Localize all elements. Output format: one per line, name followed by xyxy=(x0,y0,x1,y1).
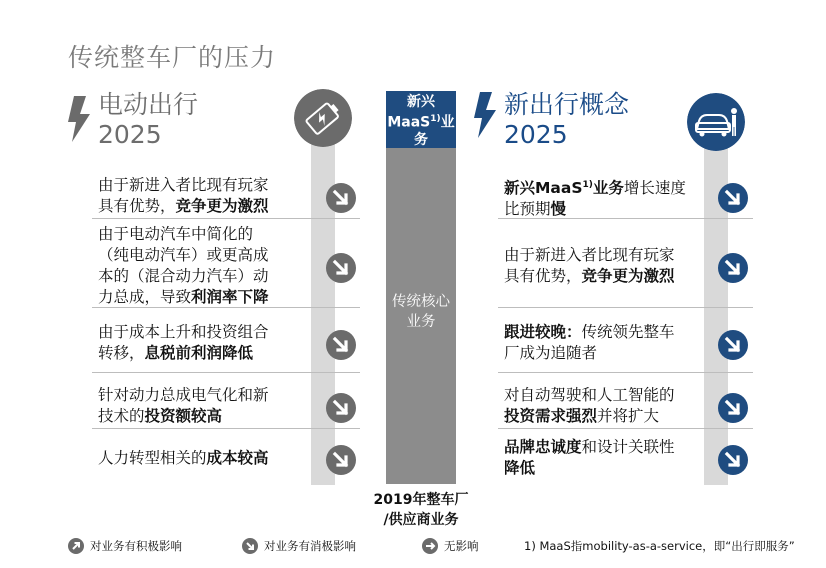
impact-text-bold: 1) xyxy=(582,179,593,190)
legend-neutral-label: 无影响 xyxy=(444,539,479,553)
impact-text-line xyxy=(504,343,704,364)
negative-impact-icon xyxy=(326,253,356,283)
right-impact-text xyxy=(504,385,704,427)
impact-text-line xyxy=(504,175,704,199)
impact-text-bold: 慢 xyxy=(550,199,567,218)
legend-negative-label: 对业务有消极影响 xyxy=(264,539,356,553)
center-caption xyxy=(358,490,484,530)
left-impact-text xyxy=(98,322,313,364)
right-impact-text xyxy=(504,322,704,364)
row-divider xyxy=(92,307,360,308)
impact-text-span: 比预期 xyxy=(504,199,551,218)
right-impact-text xyxy=(504,437,704,479)
impact-text-bold: 息税前利润降低 xyxy=(144,344,254,362)
impact-text-span: 传统领先整车 xyxy=(581,323,675,341)
center-header-footnote-mark: 1) xyxy=(430,114,441,124)
negative-impact-icon xyxy=(326,183,356,213)
impact-text-line xyxy=(504,199,704,220)
legend-neutral xyxy=(422,538,479,554)
negative-impact-icon xyxy=(718,253,748,283)
impact-text-line xyxy=(98,287,313,308)
lightning-bolt-icon xyxy=(66,96,92,142)
right-year: 2025 xyxy=(504,120,568,149)
positive-impact-icon xyxy=(68,538,84,554)
impact-text-line xyxy=(504,322,704,343)
center-caption-line2: /供应商业务 xyxy=(383,512,459,528)
lightning-bolt-icon xyxy=(472,92,498,138)
row-divider xyxy=(498,218,753,219)
impact-text-span: 转移， xyxy=(98,344,145,362)
impact-text-line xyxy=(504,385,704,406)
impact-text-line xyxy=(98,196,313,217)
impact-text-span: 本的（混合动力汽车）动 xyxy=(98,266,269,285)
left-heading: 电动出行 xyxy=(98,90,199,119)
impact-text-line xyxy=(98,448,313,469)
impact-text-span: 由于成本上升和投资组合 xyxy=(98,323,269,341)
impact-text-span: 具有优势， xyxy=(504,266,582,285)
impact-text-line xyxy=(98,224,313,245)
impact-text-bold: 新兴MaaS xyxy=(504,178,583,197)
impact-text-span: 由于电动汽车中简化的 xyxy=(98,224,254,243)
negative-impact-icon xyxy=(718,183,748,213)
legend-positive-label: 对业务有积极影响 xyxy=(90,539,182,553)
legend-negative xyxy=(242,538,356,554)
impact-text-bold: 投资需求强烈 xyxy=(504,406,598,425)
impact-text-line xyxy=(504,437,704,458)
negative-impact-icon xyxy=(326,393,356,423)
impact-text-bold: 投资额较高 xyxy=(144,406,223,425)
impact-text-span: 和设计关联性 xyxy=(581,438,675,456)
center-header-box xyxy=(386,91,456,148)
impact-text-line xyxy=(98,245,313,266)
right-impact-text xyxy=(504,175,704,220)
row-divider xyxy=(92,428,360,429)
center-header-maas: MaaS xyxy=(387,114,431,131)
impact-text-line xyxy=(504,458,704,479)
negative-impact-icon xyxy=(242,538,258,554)
impact-text-span: 力总成，导致 xyxy=(98,287,192,306)
impact-text-line xyxy=(98,343,313,364)
impact-text-line xyxy=(504,266,704,287)
center-header-line1: 新兴 xyxy=(407,94,435,110)
impact-text-span: 人力转型相关的 xyxy=(98,448,207,467)
row-divider xyxy=(92,218,360,219)
neutral-impact-icon xyxy=(422,538,438,554)
impact-text-line xyxy=(98,266,313,287)
impact-text-span: 具有优势， xyxy=(98,196,176,215)
right-heading: 新出行概念 xyxy=(504,90,630,119)
impact-text-bold: 利润率下降 xyxy=(191,287,269,306)
battery-icon xyxy=(294,89,352,147)
page-title: 传统整车厂的压力 xyxy=(68,43,277,72)
right-impact-text xyxy=(504,245,704,287)
center-header-suffix: 业 xyxy=(440,114,455,131)
impact-text-bold: 品牌忠诚度 xyxy=(504,438,582,456)
negative-impact-icon xyxy=(718,330,748,360)
impact-text-span: 增长速度 xyxy=(623,178,686,197)
impact-text-bold: 业务 xyxy=(592,178,624,197)
car-person-icon xyxy=(687,93,745,151)
impact-text-line xyxy=(98,406,313,427)
negative-impact-icon xyxy=(718,445,748,475)
impact-text-bold: 竞争更为激烈 xyxy=(175,196,269,215)
impact-text-bold: 降低 xyxy=(504,459,536,477)
impact-text-span: 对自动驾驶和人工智能的 xyxy=(504,385,675,404)
impact-text-span: 由于新进入者比现有玩家 xyxy=(504,245,675,264)
row-divider xyxy=(498,307,753,308)
left-impact-text xyxy=(98,385,313,427)
center-header-line2 xyxy=(386,111,456,132)
right-rail xyxy=(704,118,728,485)
impact-text-line xyxy=(504,406,704,427)
impact-text-span: 并将扩大 xyxy=(597,406,660,425)
center-caption-line1: 2019年整车厂 xyxy=(373,492,469,508)
row-divider xyxy=(92,372,360,373)
negative-impact-icon xyxy=(326,445,356,475)
left-impact-text xyxy=(98,224,313,308)
impact-text-line xyxy=(98,322,313,343)
impact-text-line xyxy=(98,385,313,406)
footnote: 1) MaaS指mobility-as-a-service，即“出行即服务” xyxy=(524,539,795,553)
left-impact-text xyxy=(98,448,313,469)
center-header-line3: 务 xyxy=(414,131,428,148)
negative-impact-icon xyxy=(718,393,748,423)
legend-positive xyxy=(68,538,182,554)
left-impact-text xyxy=(98,175,313,217)
impact-text-span: 厂成为追随者 xyxy=(504,344,598,362)
impact-text-span: （纯电动汽车）或更高成 xyxy=(98,245,269,264)
impact-text-bold: 竞争更为激烈 xyxy=(581,266,675,285)
left-year: 2025 xyxy=(98,120,162,149)
impact-text-span: 技术的 xyxy=(98,406,145,425)
impact-text-line xyxy=(504,245,704,266)
row-divider xyxy=(498,372,753,373)
impact-text-bold: 跟进较晚： xyxy=(504,323,582,341)
impact-text-span: 由于新进入者比现有玩家 xyxy=(98,175,269,194)
impact-text-bold: 成本较高 xyxy=(206,448,269,467)
impact-text-span: 针对动力总成电气化和新 xyxy=(98,385,269,404)
left-rail xyxy=(311,118,335,485)
center-core-business-label: 传统核心业务 xyxy=(392,294,450,330)
impact-text-line xyxy=(98,175,313,196)
negative-impact-icon xyxy=(326,330,356,360)
row-divider xyxy=(498,428,753,429)
